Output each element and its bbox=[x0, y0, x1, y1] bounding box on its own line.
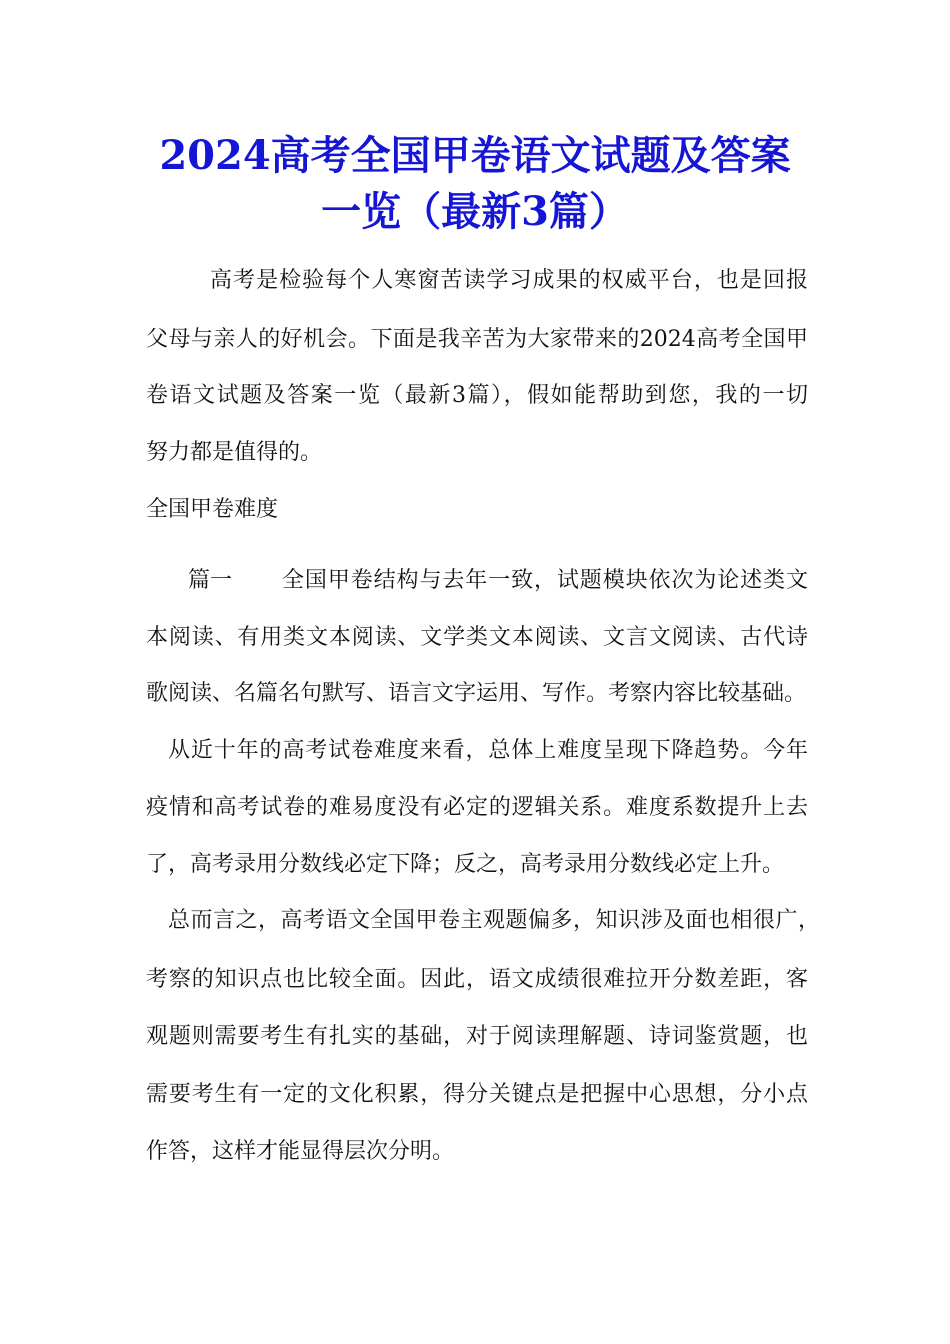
document-title-line-2: 一览（最新3篇） bbox=[321, 188, 629, 235]
article-p3-line-2: 考察的知识点也比较全面。因此，语文成绩很难拉开分数差距，客 bbox=[146, 967, 808, 992]
article-p3-line-5: 作答，这样才能显得层次分明。 bbox=[146, 1139, 455, 1164]
article-p1-line-2: 本阅读、有用类文本阅读、文学类文本阅读、文言文阅读、古代诗 bbox=[146, 625, 808, 650]
intro-line-4: 努力都是值得的。 bbox=[146, 440, 323, 465]
article-p1-line-1: 全国甲卷结构与去年一致，试题模块依次为论述类文 bbox=[282, 568, 808, 593]
article-label: 篇一 bbox=[188, 568, 233, 593]
article-p1-line-3: 歌阅读、名篇名句默写、语言文字运用、写作。考察内容比较基础。 bbox=[146, 681, 807, 706]
intro-line-1: 高考是检验每个人寒窗苦读学习成果的权威平台，也是回报 bbox=[210, 268, 808, 293]
intro-line-3: 卷语文试题及答案一览（最新3篇），假如能帮助到您，我的一切 bbox=[146, 383, 808, 408]
document-title-line-1: 2024高考全国甲卷语文试题及答案 bbox=[159, 132, 791, 179]
section-heading: 全国甲卷难度 bbox=[146, 497, 279, 522]
article-p3-line-3: 观题则需要考生有扎实的基础，对于阅读理解题、诗词鉴赏题，也 bbox=[146, 1024, 808, 1049]
article-p3-line-4: 需要考生有一定的文化积累，得分关键点是把握中心思想，分小点 bbox=[146, 1082, 808, 1107]
article-p3-line-1: 总而言之，高考语文全国甲卷主观题偏多，知识涉及面也相很广， bbox=[168, 908, 820, 933]
article-p2-line-1: 从近十年的高考试卷难度来看，总体上难度呈现下降趋势。今年 bbox=[168, 738, 808, 763]
article-p2-line-3: 了，高考录用分数线必定下降；反之，高考录用分数线必定上升。 bbox=[146, 852, 785, 877]
article-p2-line-2: 疫情和高考试卷的难易度没有必定的逻辑关系。难度系数提升上去 bbox=[146, 795, 808, 820]
intro-line-2: 父母与亲人的好机会。下面是我辛苦为大家带来的2024高考全国甲 bbox=[146, 327, 808, 352]
